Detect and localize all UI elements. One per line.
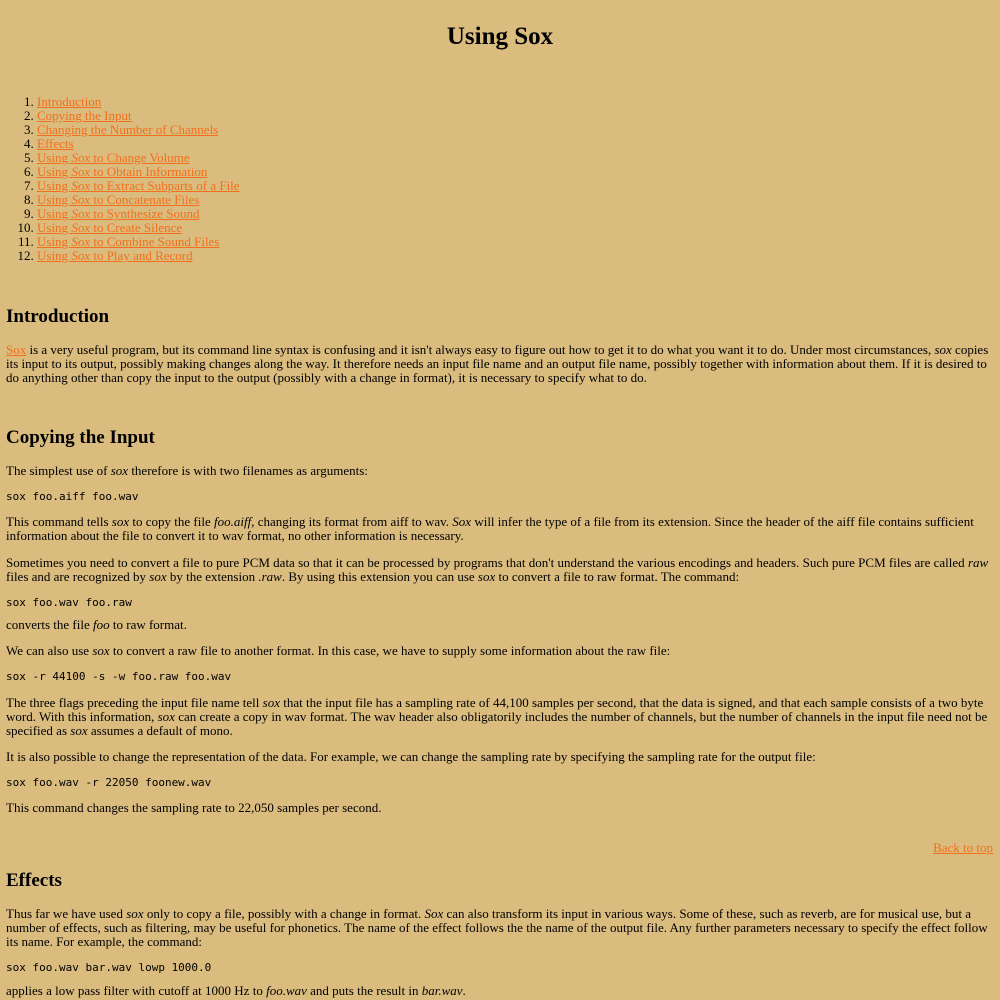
code-example: sox foo.wav -r 22050 foonew.wav [6, 776, 212, 789]
body-paragraph: The simplest use of sox therefore is with two filenames as arguments: [6, 463, 368, 478]
toc-link-synthesize-sound[interactable]: Using Sox to Synthesize Sound [37, 206, 200, 221]
toc-link-copying-input[interactable]: Copying the Input [37, 108, 132, 123]
toc-link-play-and-record[interactable]: Using Sox to Play and Record [37, 248, 193, 263]
toc-item [37, 179, 537, 193]
toc-item [37, 249, 537, 263]
effects-heading: Effects [6, 870, 62, 891]
body-paragraph: This command changes the sampling rate to 22,050 samples per second. [6, 800, 382, 815]
body-paragraph: converts the file foo to raw format. [6, 617, 187, 632]
code-example: sox foo.aiff foo.wav [6, 490, 139, 503]
body-paragraph: applies a low pass filter with cutoff at 1000 Hz to foo.wav and puts the result in bar.wav. [6, 983, 466, 998]
back-to-top-link[interactable]: Back to top [933, 840, 993, 855]
toc-item [37, 95, 537, 109]
introduction-paragraph: Sox is a very useful program, but its command line syntax is confusing and it isn't always easy to figure out how to get it to do what you want it to do. Under most circumstances, sox copies its input to its output, possibly making changes along the way. It therefore needs an input file name and an output file name, possibly together with information about them. If it is desired to do anything other than copy the input to the output (possibly with a change in format), it is necessary to specify what to do. [6, 342, 989, 385]
toc-link-introduction[interactable]: Introduction [37, 94, 102, 109]
toc-link-changing-channels[interactable]: Changing the Number of Channels [37, 122, 219, 137]
toc-item [37, 109, 537, 123]
introduction-heading: Introduction [6, 306, 110, 327]
toc-item [37, 123, 537, 137]
page-title: Using Sox [446, 23, 554, 50]
body-paragraph: This command tells sox to copy the file foo.aiff, changing its format from aiff to wav. Sox will infer the type of a file from its extension. Since the header of the aiff file contains sufficient information about the file to convert it to wav format, no other information is necessary. [6, 514, 974, 543]
body-paragraph: It is also possible to change the representation of the data. For example, we can change the sampling rate by specifying the sampling rate for the output file: [6, 749, 816, 764]
toc-link-concatenate-files[interactable]: Using Sox to Concatenate Files [37, 192, 200, 207]
body-paragraph: The three flags preceding the input file name tell sox that the input file has a sampling rate of 44,100 samples per second, that the data is signed, and that each sample consists of a two byte word. With this information, sox can create a copy in wav format. The wav header also obligatorily includes the number of channels, but the number of channels in the input file need not be specified as sox assumes a default of mono. [6, 695, 988, 738]
body-paragraph: We can also use sox to convert a raw file to another format. In this case, we have to supply some information about the raw file: [6, 643, 671, 658]
toc-item [37, 207, 537, 221]
toc-item [37, 221, 537, 235]
code-example: sox -r 44100 -s -w foo.raw foo.wav [6, 670, 232, 683]
toc-link-change-volume[interactable]: Using Sox to Change Volume [37, 150, 190, 165]
toc-link-combine-sound-files[interactable]: Using Sox to Combine Sound Files [37, 234, 220, 249]
table-of-contents [0, 95, 537, 263]
sox-link[interactable]: Sox [6, 342, 27, 357]
toc-link-create-silence[interactable]: Using Sox to Create Silence [37, 220, 183, 235]
copying-input-heading: Copying the Input [6, 427, 155, 448]
toc-item [37, 151, 537, 165]
body-paragraph: Thus far we have used sox only to copy a file, possibly with a change in format. Sox can also transform its input in various ways. Some of these, such as reverb, are for musical use, but a number of effects, such as filtering, may be useful for phonetics. The name of the effect follows the the name of the output file. Any further parameters necessary to specify the effect follow its name. For example, the command: [6, 906, 988, 949]
toc-item [37, 235, 537, 249]
body-paragraph: Sometimes you need to convert a file to pure PCM data so that it can be processed by programs that don't understand the various encodings and headers. Such pure PCM files are called raw files and are recognized by sox by the extension .raw. By using this extension you can use sox to convert a file to raw format. The command: [6, 555, 989, 584]
toc-item [37, 165, 537, 179]
toc-item [37, 193, 537, 207]
code-example: sox foo.wav bar.wav lowp 1000.0 [6, 961, 212, 974]
code-example: sox foo.wav foo.raw [6, 596, 132, 609]
toc-link-obtain-information[interactable]: Using Sox to Obtain Information [37, 164, 208, 179]
toc-link-extract-subparts[interactable]: Using Sox to Extract Subparts of a File [37, 178, 240, 193]
toc-link-effects[interactable]: Effects [37, 136, 74, 151]
toc-item [37, 137, 537, 151]
